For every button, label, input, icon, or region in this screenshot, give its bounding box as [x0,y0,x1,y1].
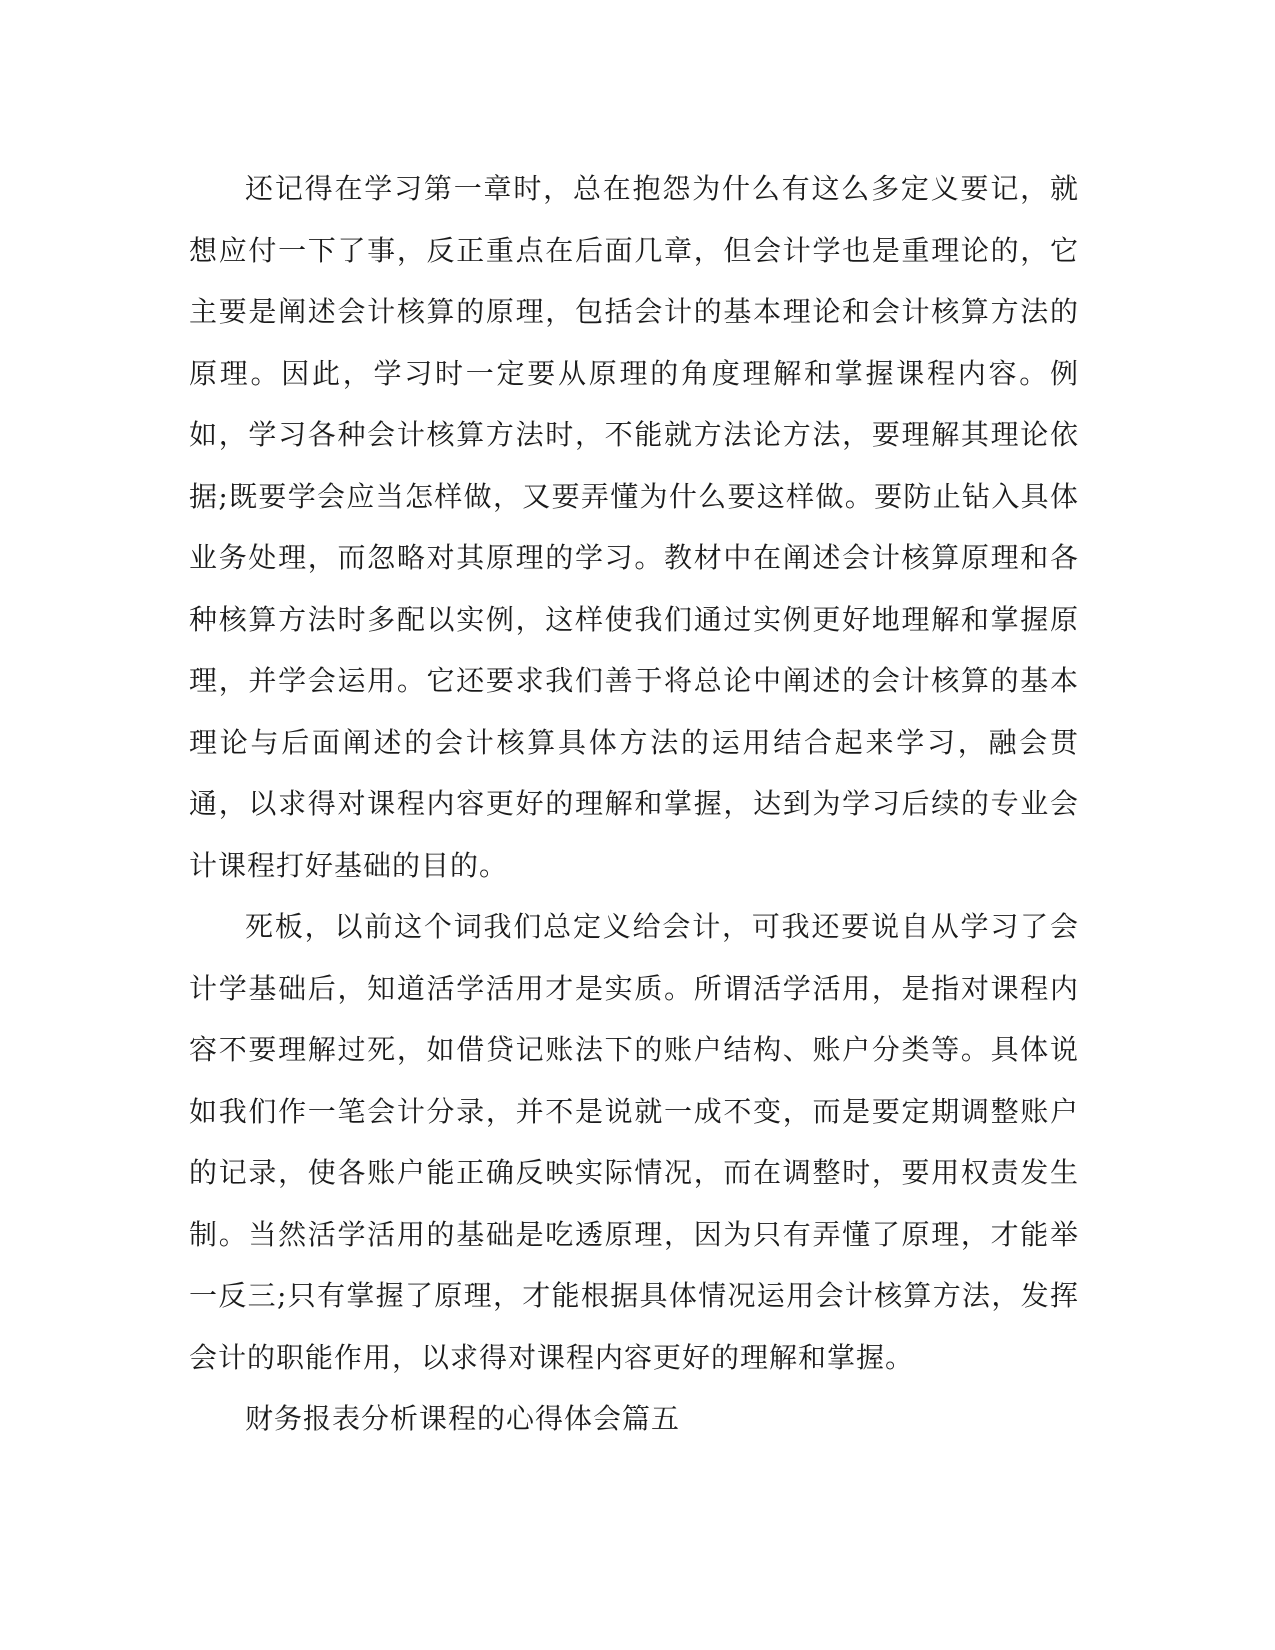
section-heading: 财务报表分析课程的心得体会篇五 [245,1402,681,1435]
paragraph-1: 还记得在学习第一章时，总在抱怨为什么有这么多定义要记，就想应付一下了事，反正重点在后面几章，但会计学也是重理论的，它主要是阐述会计核算的原理，包括会计的基本理论和会计核算方法的原理。因此，学习时一定要从原理的角度理解和掌握课程内容。例如，学习各种会计核算方法时，不能就方法论方法，要理解其理论依据;既要学会应当怎样做，又要弄懂为什么要这样做。要防止钻入具体业务处理，而忽略对其原理的学习。教材中在阐述会计核算原理和各种核算方法时多配以实例，这样使我们通过实例更好地理解和掌握原理，并学会运用。它还要求我们善于将总论中阐述的会计核算的基本理论与后面阐述的会计核算具体方法的运用结合起来学习，融会贯通，以求得对课程内容更好的理解和掌握，达到为学习后续的专业会计课程打好基础的目的。 [189,172,1079,882]
paragraph-2: 死板，以前这个词我们总定义给会计，可我还要说自从学习了会计学基础后，知道活学活用才是实质。所谓活学活用，是指对课程内容不要理解过死，如借贷记账法下的账户结构、账户分类等。具体说如我们作一笔会计分录，并不是说就一成不变，而是要定期调整账户的记录，使各账户能正确反映实际情况，而在调整时，要用权责发生制。当然活学活用的基础是吃透原理，因为只有弄懂了原理，才能举一反三;只有掌握了原理，才能根据具体情况运用会计核算方法，发挥会计的职能作用，以求得对课程内容更好的理解和掌握。 [189,910,1079,1374]
document-body [189,158,1079,1450]
